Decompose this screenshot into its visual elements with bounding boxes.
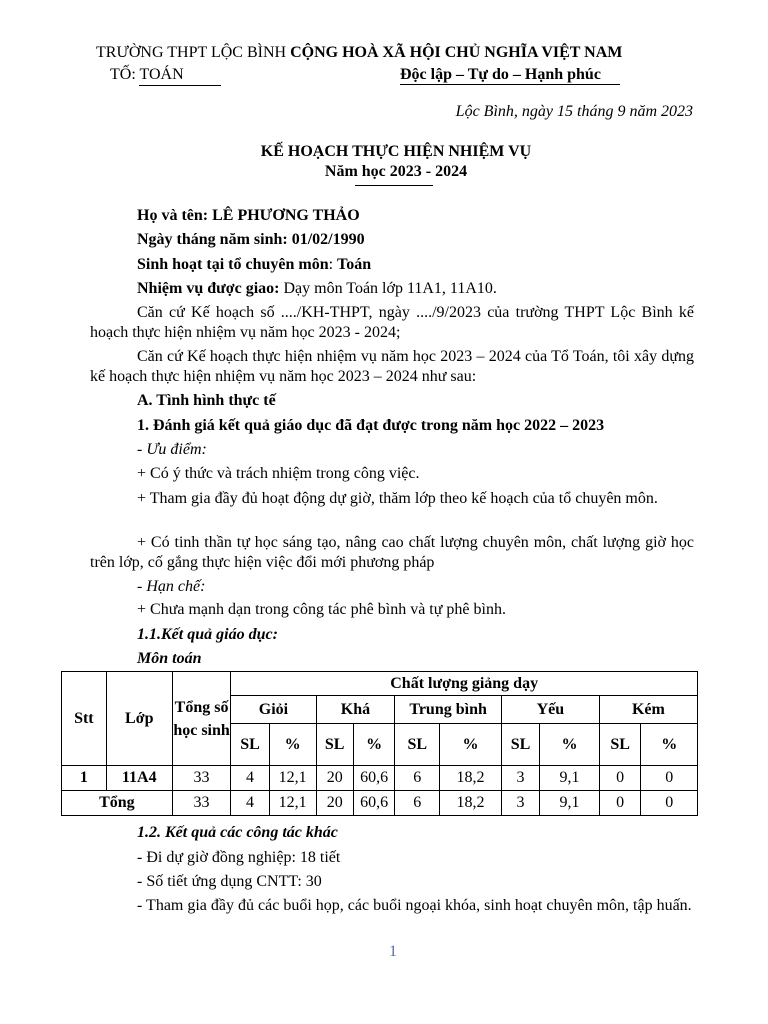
header-class: Lớp <box>106 672 172 766</box>
group-sep: : <box>328 256 338 273</box>
total-students: 33 <box>172 791 231 816</box>
other-result-2: - Số tiết ứng dụng CNTT: 30 <box>137 873 322 890</box>
task-line <box>137 279 497 299</box>
motto-underline <box>400 84 620 85</box>
row-stt: 1 <box>62 766 107 791</box>
limit-1: + Chưa mạnh dạn trong công tác phê bình và tự phê bình. <box>137 601 506 618</box>
header-pct: % <box>440 724 502 766</box>
team-underline <box>139 85 221 86</box>
row-cell: 4 <box>231 766 269 791</box>
header-sl: SL <box>501 724 539 766</box>
header-sl: SL <box>231 724 269 766</box>
dob-value: 01/02/1990 <box>287 231 365 248</box>
page-number: 1 <box>389 943 397 960</box>
team-line <box>110 65 184 85</box>
nation-name: CỘNG HOÀ XÃ HỘI CHỦ NGHĨA VIỆT NAM <box>290 44 623 61</box>
header-sl: SL <box>316 724 353 766</box>
dob-label: Ngày tháng năm sinh: <box>137 231 288 248</box>
header-pct: % <box>353 724 395 766</box>
row-cell: 0 <box>641 766 698 791</box>
motto: Độc lập – Tự do – Hạnh phúc <box>400 66 601 83</box>
header-level-gioi: Giỏi <box>231 696 316 724</box>
name-line <box>137 206 360 226</box>
total-cell: 60,6 <box>353 791 395 816</box>
row-cell: 12,1 <box>269 766 316 791</box>
total-cell: 4 <box>231 791 269 816</box>
header-pct: % <box>269 724 316 766</box>
name-label: Họ và tên: <box>137 207 209 224</box>
group-line <box>137 255 371 275</box>
row-cell: 18,2 <box>440 766 502 791</box>
task-value: Dạy môn Toán lớp 11A1, 11A10. <box>279 280 497 297</box>
other-result-3: - Tham gia đầy đủ các buổi họp, các buổi ngoại khóa, sinh hoạt chuyên môn, tập huấn. <box>137 897 692 914</box>
header-total: Tổng số học sinh <box>172 672 231 766</box>
row-cell: 60,6 <box>353 766 395 791</box>
total-cell: 9,1 <box>540 791 600 816</box>
total-cell: 12,1 <box>269 791 316 816</box>
row-cell: 9,1 <box>540 766 600 791</box>
section-1-2-heading: 1.2. Kết quả các công tác khác <box>137 824 338 841</box>
strength-1: + Có ý thức và trách nhiệm trong công việc. <box>137 465 420 482</box>
title-underline <box>355 185 433 186</box>
header-sl: SL <box>395 724 440 766</box>
school-name: TRƯỜNG THPT LỘC BÌNH <box>96 44 287 61</box>
row-class: 11A4 <box>106 766 172 791</box>
team-label: TỐ: <box>110 66 140 83</box>
section-1-1-heading: 1.1.Kết quả giáo dục: <box>137 626 278 643</box>
total-cell: 18,2 <box>440 791 502 816</box>
total-cell: 6 <box>395 791 440 816</box>
school-year: Năm học 2023 - 2024 <box>324 163 468 180</box>
section-a-heading: A. Tình hình thực tế <box>137 392 276 409</box>
date-line: Lộc Bình, ngày 15 tháng 9 năm 2023 <box>455 103 693 120</box>
total-cell: 20 <box>316 791 353 816</box>
basis-paragraph-1: Căn cứ Kế hoạch số ..../KH-THPT, ngày ..../9/2023 của trường THPT Lộc Bình kế hoạch thực hiện nhiệm vụ năm học 2023 - 2024; <box>90 304 694 341</box>
header-level-kem: Kém <box>599 696 697 724</box>
strength-2: + Tham gia đầy đủ hoạt động dự giờ, thăm lớp theo kế hoạch của tổ chuyên môn. <box>137 490 658 507</box>
header-level-yeu: Yếu <box>501 696 599 724</box>
row-cell: 6 <box>395 766 440 791</box>
row-total: 33 <box>172 766 231 791</box>
dob-line <box>137 230 365 250</box>
row-cell: 0 <box>599 766 641 791</box>
school-name-header <box>96 43 622 63</box>
total-cell: 0 <box>641 791 698 816</box>
strengths-label: - Ưu điểm: <box>137 441 207 458</box>
group-label: Sinh hoạt tại tổ chuyên môn <box>137 256 329 273</box>
header-pct: % <box>641 724 698 766</box>
total-cell: 0 <box>599 791 641 816</box>
header-stt: Stt <box>62 672 107 766</box>
subject-heading: Môn toán <box>137 650 202 667</box>
limits-label: - Hạn chế: <box>137 578 206 595</box>
task-label: Nhiệm vụ được giao: <box>137 280 280 297</box>
table-total-row <box>62 791 698 816</box>
header-sl: SL <box>599 724 641 766</box>
header-level-kha: Khá <box>316 696 395 724</box>
total-cell: 3 <box>501 791 539 816</box>
strength-3: + Có tinh thần tự học sáng tạo, nâng cao chất lượng chuyên môn, chất lượng giờ học trên lớp, cố gắng thực hiện việc đổi mới phương pháp <box>90 534 694 571</box>
basis-paragraph-2: Căn cứ Kế hoạch thực hiện nhiệm vụ năm học 2023 – 2024 của Tổ Toán, tôi xây dựng kế hoạch thực hiện nhiệm vụ năm học 2023 – 2024 như sau: <box>90 348 694 385</box>
header-quality: Chất lượng giảng dạy <box>231 672 698 696</box>
section-1-heading: 1. Đánh giá kết quả giáo dục đã đạt được trong năm học 2022 – 2023 <box>137 417 605 434</box>
table-row <box>62 766 698 791</box>
document-title: KẾ HOẠCH THỰC HIỆN NHIỆM VỤ <box>260 143 532 160</box>
group-value: Toán <box>337 256 372 273</box>
other-result-1: - Đi dự giờ đồng nghiệp: 18 tiết <box>137 849 341 866</box>
header-level-trung-binh: Trung bình <box>395 696 502 724</box>
name-value: LÊ PHƯƠNG THẢO <box>208 207 360 224</box>
row-cell: 3 <box>501 766 539 791</box>
row-cell: 20 <box>316 766 353 791</box>
results-table <box>61 671 698 816</box>
header-pct: % <box>540 724 600 766</box>
team-name: TOÁN <box>139 66 184 83</box>
table-header-row <box>62 672 698 696</box>
total-label: Tổng <box>62 791 173 816</box>
